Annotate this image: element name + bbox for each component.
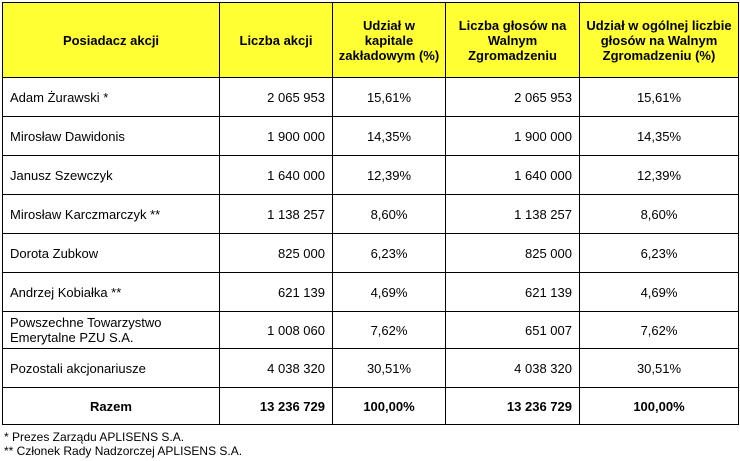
table-row [3,273,739,312]
cell-shares-count: 4 038 320 [220,349,333,388]
header-capital-share: Udział w kapitale zakładowym (%) [333,3,446,78]
total-capital-share: 100,00% [333,388,446,425]
cell-votes-count: 1 640 000 [446,156,580,195]
table-row [3,234,739,273]
table-header-row [3,3,739,78]
cell-shareholder: Janusz Szewczyk [3,156,220,195]
cell-shareholder: Andrzej Kobiałka ** [3,273,220,312]
cell-votes-share: 4,69% [580,273,739,312]
header-shares-count: Liczba akcji [220,3,333,78]
cell-shares-count: 1 138 257 [220,195,333,234]
cell-shareholder: Adam Żurawski * [3,78,220,117]
cell-votes-share: 12,39% [580,156,739,195]
cell-votes-share: 14,35% [580,117,739,156]
cell-shares-count: 825 000 [220,234,333,273]
cell-votes-count: 621 139 [446,273,580,312]
total-shares-count: 13 236 729 [220,388,333,425]
table-row [3,156,739,195]
cell-capital-share: 6,23% [333,234,446,273]
table-row [3,195,739,234]
cell-capital-share: 14,35% [333,117,446,156]
table-row [3,117,739,156]
cell-capital-share: 7,62% [333,312,446,349]
cell-shareholder: Mirosław Karczmarczyk ** [3,195,220,234]
cell-capital-share: 12,39% [333,156,446,195]
header-votes-count: Liczba głosów na Walnym Zgromadzeniu [446,3,580,78]
cell-shareholder: Powszechne Towarzystwo Emerytalne PZU S.A. [3,312,220,349]
cell-votes-count: 825 000 [446,234,580,273]
cell-votes-count: 1 900 000 [446,117,580,156]
cell-capital-share: 8,60% [333,195,446,234]
table-row [3,78,739,117]
cell-votes-share: 6,23% [580,234,739,273]
cell-votes-share: 15,61% [580,78,739,117]
cell-votes-share: 30,51% [580,349,739,388]
cell-capital-share: 4,69% [333,273,446,312]
cell-shareholder: Pozostali akcjonariusze [3,349,220,388]
cell-shareholder: Mirosław Dawidonis [3,117,220,156]
cell-votes-count: 1 138 257 [446,195,580,234]
total-votes-share: 100,00% [580,388,739,425]
cell-capital-share: 30,51% [333,349,446,388]
cell-votes-count: 4 038 320 [446,349,580,388]
cell-votes-share: 8,60% [580,195,739,234]
total-votes-count: 13 236 729 [446,388,580,425]
cell-shares-count: 2 065 953 [220,78,333,117]
cell-shares-count: 1 008 060 [220,312,333,349]
cell-shares-count: 1 900 000 [220,117,333,156]
cell-shares-count: 621 139 [220,273,333,312]
cell-votes-count: 2 065 953 [446,78,580,117]
table-row [3,349,739,388]
footnotes [4,430,242,458]
footnote-supervisory-board: ** Członek Rady Nadzorczej APLISENS S.A. [4,444,243,458]
shareholders-table [2,2,739,425]
total-label: Razem [3,388,220,425]
cell-shares-count: 1 640 000 [220,156,333,195]
table-row [3,312,739,349]
total-row [3,388,739,425]
header-shareholder: Posiadacz akcji [3,3,220,78]
cell-votes-count: 651 007 [446,312,580,349]
cell-capital-share: 15,61% [333,78,446,117]
footnote-ceo: * Prezes Zarządu APLISENS S.A. [4,430,185,444]
header-votes-share: Udział w ogólnej liczbie głosów na Walnym Zgromadzeniu (%) [580,3,739,78]
cell-votes-share: 7,62% [580,312,739,349]
cell-shareholder: Dorota Zubkow [3,234,220,273]
